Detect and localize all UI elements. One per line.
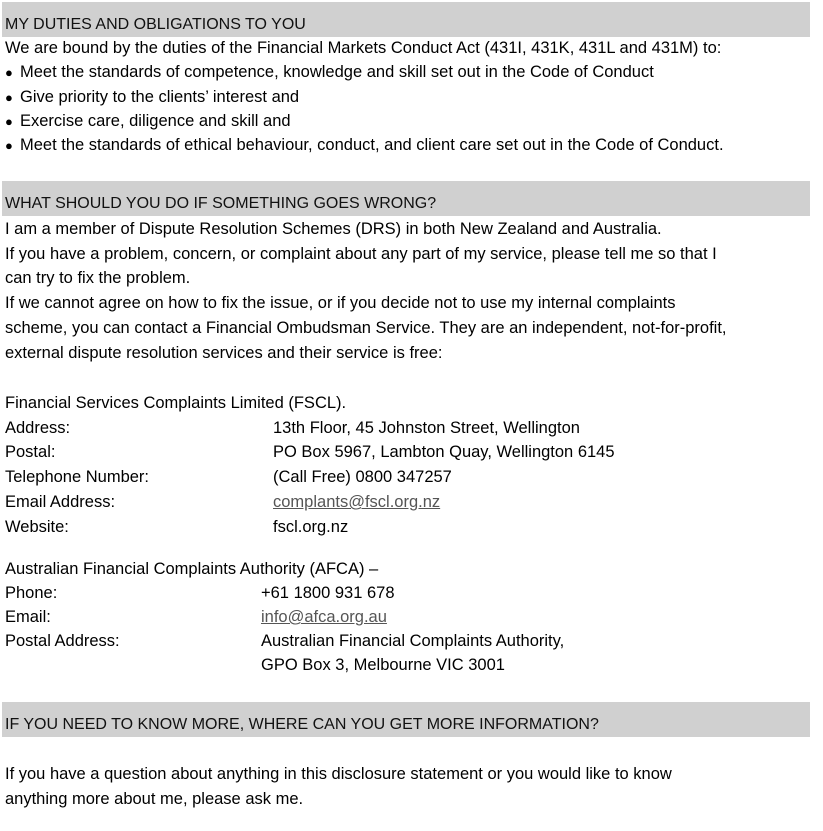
section-title: WHAT SHOULD YOU DO IF SOMETHING GOES WRONG? xyxy=(5,195,437,212)
paragraph-line: If you have a problem, concern, or complaint about any part of my service, please tell me so that I xyxy=(5,245,717,263)
afca-phone-label: Phone: xyxy=(5,584,58,602)
afca-postal-label: Postal Address: xyxy=(5,632,120,650)
fscl-website-label: Website: xyxy=(5,518,69,536)
fscl-address-label: Address: xyxy=(5,419,71,437)
section-title: IF YOU NEED TO KNOW MORE, WHERE CAN YOU GET MORE INFORMATION? xyxy=(5,716,599,733)
list-item: ● Meet the standards of ethical behaviour, conduct, and client care set out in the Code of Conduct. xyxy=(5,136,724,154)
bullet-icon: ● xyxy=(5,65,13,80)
bullet-icon: ● xyxy=(5,114,13,129)
section-header-duties xyxy=(2,2,810,37)
fscl-address-value: 13th Floor, 45 Johnston Street, Wellington xyxy=(273,419,580,437)
afca-email-label: Email: xyxy=(5,608,51,626)
list-item: ● Exercise care, diligence and skill and xyxy=(5,112,291,130)
section-header-wrong xyxy=(2,181,810,216)
list-item: ● Meet the standards of competence, knowledge and skill set out in the Code of Conduct xyxy=(5,63,654,81)
paragraph-line: If you have a question about anything in this disclosure statement or you would like to know xyxy=(5,765,672,783)
bullet-icon: ● xyxy=(5,138,13,153)
duties-intro: We are bound by the duties of the Financial Markets Conduct Act (431I, 431K, 431L and 431M) to: xyxy=(5,39,722,57)
paragraph-line: scheme, you can contact a Financial Ombudsman Service. They are an independent, not-for-profit, xyxy=(5,319,727,337)
afca-email-link[interactable]: info@afca.org.au xyxy=(261,608,387,626)
paragraph-line: external dispute resolution services and their service is free: xyxy=(5,344,443,362)
fscl-phone-value: (Call Free) 0800 347257 xyxy=(273,468,452,486)
paragraph-line: can try to fix the problem. xyxy=(5,269,191,287)
section-header-more xyxy=(2,702,810,737)
afca-phone-value: +61 1800 931 678 xyxy=(261,584,395,602)
paragraph-line: anything more about me, please ask me. xyxy=(5,790,304,808)
fscl-postal-label: Postal: xyxy=(5,443,56,461)
section-title: MY DUTIES AND OBLIGATIONS TO YOU xyxy=(5,16,306,33)
fscl-email-link[interactable]: complants@fscl.org.nz xyxy=(273,493,441,511)
afca-postal-value-line2: GPO Box 3, Melbourne VIC 3001 xyxy=(261,656,505,674)
fscl-title: Financial Services Complaints Limited (FSCL). xyxy=(5,394,347,412)
list-item: ● Give priority to the clients’ interest and xyxy=(5,88,300,106)
afca-title: Australian Financial Complaints Authority (AFCA) – xyxy=(5,560,379,578)
fscl-postal-value: PO Box 5967, Lambton Quay, Wellington 6145 xyxy=(273,443,615,461)
fscl-phone-label: Telephone Number: xyxy=(5,468,150,486)
paragraph-line: I am a member of Dispute Resolution Schemes (DRS) in both New Zealand and Australia. xyxy=(5,220,662,238)
fscl-website-value: fscl.org.nz xyxy=(273,518,349,536)
fscl-email-label: Email Address: xyxy=(5,493,116,511)
afca-postal-value: Australian Financial Complaints Authority, xyxy=(261,632,565,650)
bullet-icon: ● xyxy=(5,90,13,105)
paragraph-line: If we cannot agree on how to fix the issue, or if you decide not to use my internal complaints xyxy=(5,294,676,312)
